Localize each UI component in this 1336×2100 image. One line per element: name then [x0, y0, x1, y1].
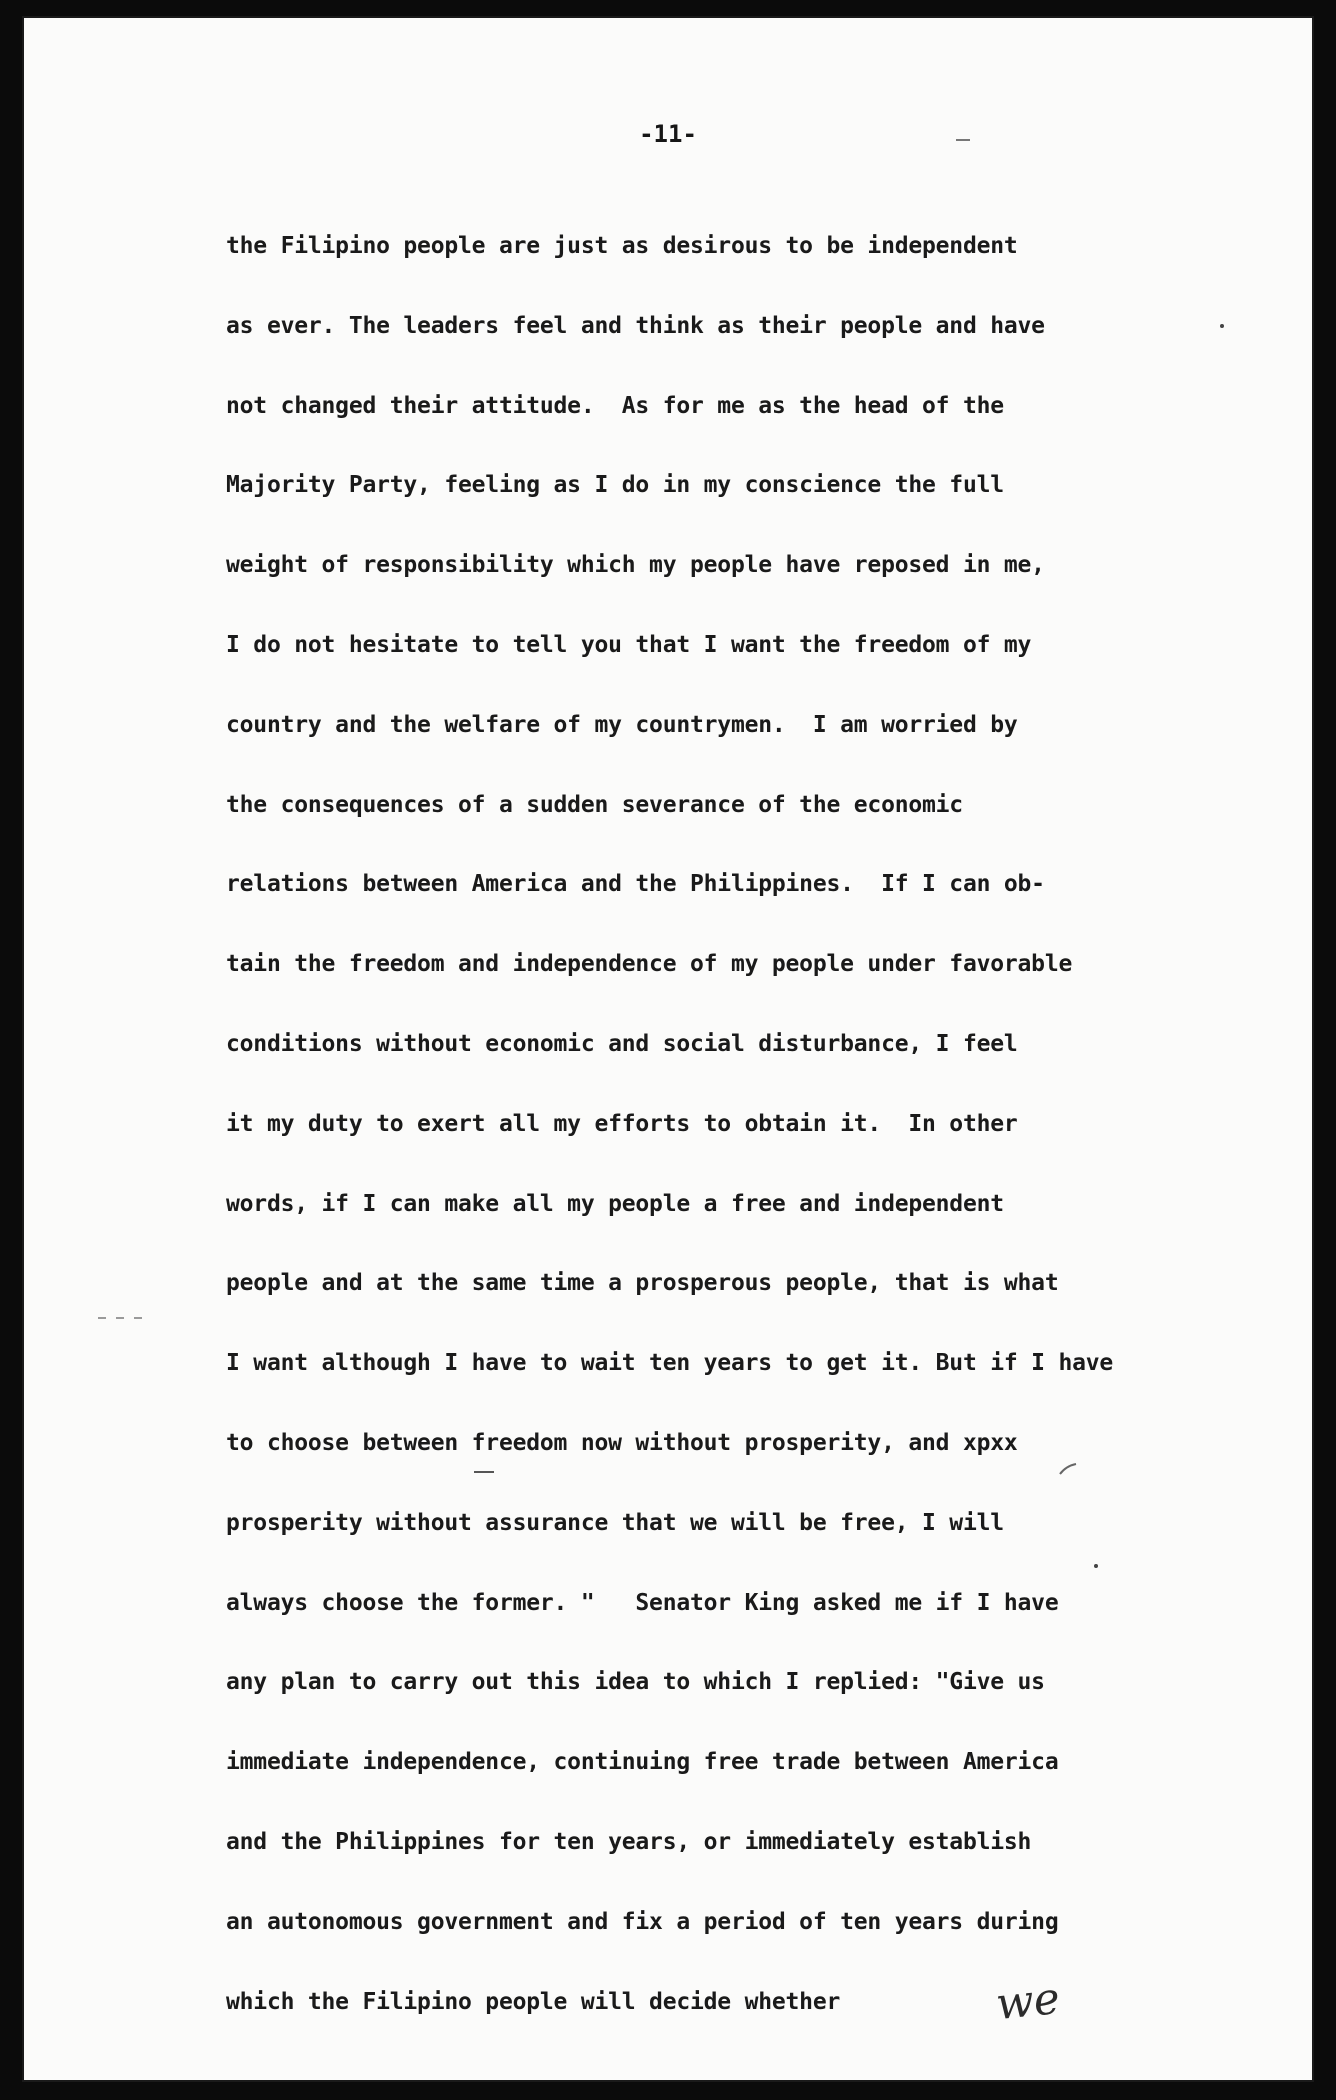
- text-line: an autonomous government and fix a period of ten years during: [226, 1908, 1059, 1935]
- text-line: tain the freedom and independence of my people under favorable: [226, 951, 1073, 978]
- text-line: weight of responsibility which my people have reposed in me,: [226, 552, 1045, 579]
- text-line: I do not hesitate to tell you that I want the freedom of my: [226, 631, 1032, 658]
- text-line: words, if I can make all my people a free and independent: [226, 1190, 1004, 1217]
- text-line: and the Philippines for ten years, or immediately establish: [226, 1828, 1032, 1855]
- typed-body-text: [226, 226, 1266, 2061]
- text-line: always choose the former. " Senator King asked me if I have: [226, 1589, 1059, 1616]
- text-line: country and the welfare of my countrymen. I am worried by: [226, 711, 1018, 738]
- text-line: relations between America and the Philippines. If I can ob-: [226, 871, 1045, 898]
- text-line: the consequences of a sudden severance of the economic: [226, 791, 963, 818]
- handwritten-annotation: we: [993, 1972, 1063, 2031]
- text-line: prosperity without assurance that we will be free, I will: [226, 1509, 1004, 1536]
- text-line: Majority Party, feeling as I do in my conscience the full: [226, 472, 1004, 499]
- text-line: people and at the same time a prosperous people, that is what: [226, 1270, 1059, 1297]
- text-line: the Filipino people are just as desirous to be independent: [226, 233, 1018, 259]
- text-line: not changed their attitude. As for me as the head of the: [226, 392, 1004, 419]
- text-line: I want although I have to wait ten years to get it. But if I have: [226, 1350, 1114, 1377]
- text-line: to choose between freedom now without prosperity, and xpxx: [226, 1429, 1018, 1456]
- page-number: -11-: [639, 120, 697, 148]
- text-line: immediate independence, continuing free trade between America: [226, 1749, 1059, 1776]
- text-line: conditions without economic and social disturbance, I feel: [226, 1030, 1018, 1057]
- text-line: it my duty to exert all my efforts to obtain it. In other: [226, 1110, 1018, 1137]
- text-line: as ever. The leaders feel and think as their people and have: [226, 312, 1045, 339]
- text-line: any plan to carry out this idea to which I replied: "Give us: [226, 1669, 1045, 1696]
- text-line: which the Filipino people will decide whether: [226, 1988, 841, 2015]
